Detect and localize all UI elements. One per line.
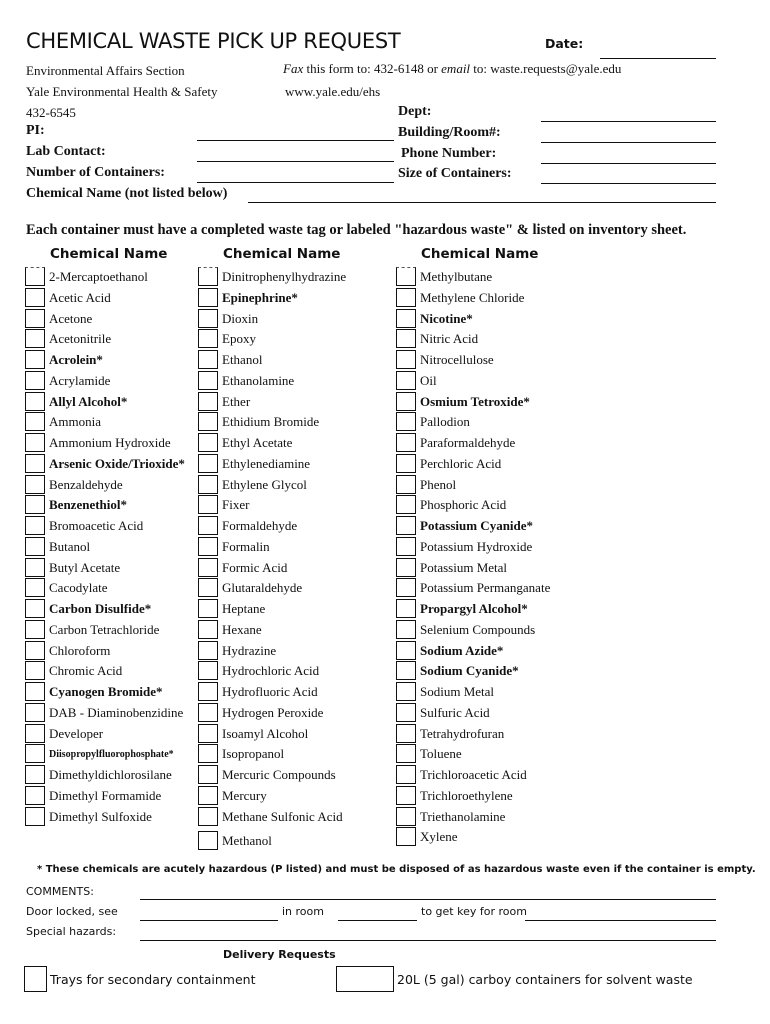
chemical-name: Ethidium Bromide [222, 414, 320, 430]
chemical-checkbox[interactable] [198, 620, 218, 639]
chemical-checkbox[interactable] [396, 641, 416, 660]
chemical-checkbox[interactable] [396, 661, 416, 680]
chemical-name: Bromoacetic Acid [49, 518, 144, 533]
chemical-name: Phosphoric Acid [420, 497, 507, 513]
chemical-name: Acetone [49, 310, 93, 326]
lab-contact-field[interactable] [197, 161, 394, 162]
chemical-name: Propargyl Alcohol* [420, 601, 528, 616]
num-containers-label: Number of Containers: [26, 165, 165, 180]
chemical-checkbox[interactable] [25, 578, 45, 597]
num-containers-field[interactable] [197, 182, 394, 183]
chemical-name: Trichloroethylene [420, 787, 513, 803]
chemical-name: Hydrogen Peroxide [222, 704, 324, 720]
chemical-checkbox[interactable] [25, 433, 45, 452]
chemical-checkbox[interactable] [396, 599, 416, 618]
chemical-checkbox[interactable] [25, 558, 45, 577]
lab-contact-label: Lab Contact: [26, 144, 106, 159]
chemical-checkbox[interactable] [25, 392, 45, 411]
chemical-name: Benzenethiol* [49, 497, 127, 513]
chemical-checkbox[interactable] [25, 703, 45, 722]
phone-number: 432-6545 [26, 105, 76, 120]
email-text: to: waste.requests@yale.edu [470, 61, 622, 76]
chemical-checkbox[interactable] [396, 350, 416, 369]
chemical-checkbox[interactable] [396, 682, 416, 701]
chemical-name: Chromic Acid [49, 663, 123, 679]
chemical-name: Mercuric Compounds [222, 767, 336, 782]
chemical-checkbox[interactable] [396, 371, 416, 390]
chemical-checkbox[interactable] [25, 620, 45, 639]
chemical-name: Potassium Hydroxide [420, 538, 533, 554]
chemical-checkbox[interactable] [396, 495, 416, 514]
chemical-checkbox[interactable] [25, 350, 45, 369]
chemical-name: Dimethyl Sulfoxide [49, 808, 152, 824]
chemical-checkbox[interactable] [198, 682, 218, 701]
chemical-checkbox[interactable] [25, 412, 45, 431]
chemical-name: Dinitrophenylhydrazine [222, 269, 347, 284]
chemical-checkbox[interactable] [25, 682, 45, 701]
chemical-checkbox[interactable] [198, 267, 218, 286]
chemical-name: Potassium Cyanide* [420, 518, 534, 533]
chemical-checkbox[interactable] [198, 537, 218, 556]
chemical-name: Cyanogen Bromide* [49, 684, 163, 699]
chemical-name: Carbon Tetrachloride [49, 621, 160, 637]
delivery-heading: Delivery Requests [223, 948, 336, 961]
special-hazards-field[interactable] [140, 940, 716, 941]
chemical-name: Sodium Metal [420, 684, 495, 699]
chemical-checkbox[interactable] [25, 288, 45, 307]
chemical-name: Butanol [49, 538, 91, 554]
chemical-checkbox[interactable] [198, 454, 218, 473]
pi-field[interactable] [197, 140, 394, 141]
chemical-name: Osmium Tetroxide* [420, 393, 530, 409]
chemical-name: Acetonitrile [49, 331, 112, 347]
chemical-name: Dimethyl Formamide [49, 787, 162, 803]
chemical-checkbox[interactable] [25, 537, 45, 556]
fax-word: Fax [283, 61, 304, 76]
chemical-checkbox[interactable] [198, 578, 218, 597]
chemical-checkbox[interactable] [25, 786, 45, 805]
size-containers-field[interactable] [541, 183, 716, 184]
in-room-label: in room [282, 905, 324, 918]
chemical-name: Methane Sulfonic Acid [222, 808, 343, 824]
chemical-checkbox[interactable] [396, 516, 416, 535]
instruction-text: Each container must have a completed waste tag or labeled "hazardous waste" & listed on inventory sheet. [26, 222, 687, 238]
chemical-name: Trichloroacetic Acid [420, 767, 527, 782]
chemical-name: Formalin [222, 538, 270, 554]
chemical-checkbox[interactable] [198, 288, 218, 307]
chemical-name: Nitric Acid [420, 331, 479, 347]
chemical-checkbox[interactable] [396, 475, 416, 494]
column-header-3: Chemical Name [421, 246, 539, 262]
chemical-checkbox[interactable] [198, 495, 218, 514]
chemical-name: Paraformaldehyde [420, 435, 516, 450]
chemical-checkbox[interactable] [396, 329, 416, 348]
trays-checkbox[interactable] [24, 966, 47, 992]
chemical-name: Diisopropylfluorophosphate* [49, 749, 174, 761]
chemical-checkbox[interactable] [396, 703, 416, 722]
chemical-checkbox[interactable] [396, 537, 416, 556]
chemical-name: Hexane [222, 621, 262, 637]
date-field[interactable] [600, 58, 716, 59]
comments-label: COMMENTS: [26, 885, 94, 898]
size-containers-label: Size of Containers: [398, 166, 512, 181]
chemical-name: Acetic Acid [49, 289, 111, 305]
footnote: * These chemicals are acutely hazardous (P listed) and must be disposed of as hazardous waste even if the container is empty. [37, 864, 756, 875]
chemical-name: Tetrahydrofuran [420, 725, 505, 741]
chemical-checkbox[interactable] [25, 744, 45, 763]
column-header-2: Chemical Name [223, 246, 341, 262]
chemical-name: Oil [420, 372, 437, 388]
chemical-checkbox[interactable] [198, 765, 218, 784]
chemical-checkbox[interactable] [198, 392, 218, 411]
chemical-checkbox[interactable] [25, 807, 45, 826]
get-key-field[interactable] [525, 920, 716, 921]
chemical-name: Ethylenediamine [222, 455, 311, 471]
phone-number-field[interactable] [541, 163, 716, 164]
fax-text: this form to: 432-6148 or [303, 61, 442, 76]
department-name: Yale Environmental Health & Safety [26, 84, 218, 99]
chemical-checkbox[interactable] [25, 724, 45, 743]
chemical-checkbox[interactable] [198, 329, 218, 348]
chemical-checkbox[interactable] [198, 807, 218, 826]
get-key-label: to get key for room [421, 905, 527, 918]
chemical-name: Methanol [222, 833, 272, 849]
chemical-name: Hydrochloric Acid [222, 663, 320, 679]
chemical-name: Ether [222, 393, 251, 409]
chemical-checkbox[interactable] [198, 724, 218, 743]
carboys-checkbox[interactable] [336, 966, 394, 992]
chemical-name: Nicotine* [420, 310, 473, 326]
chemical-name: Pallodion [420, 414, 470, 430]
chemical-checkbox[interactable] [25, 309, 45, 328]
chemical-checkbox[interactable] [396, 724, 416, 743]
chemical-name: Allyl Alcohol* [49, 393, 128, 409]
chemical-name: DAB - Diaminobenzidine [49, 704, 184, 720]
chemical-name: Potassium Permanganate [420, 580, 551, 596]
dept-label: Dept: [398, 104, 432, 119]
chemical-name: Methylbutane [420, 269, 493, 284]
chemical-name: Sulfuric Acid [420, 704, 490, 720]
chemical-checkbox[interactable] [25, 516, 45, 535]
chemical-name: Chloroform [49, 642, 111, 658]
chemical-name: Mercury [222, 787, 267, 803]
chemical-checkbox[interactable] [198, 475, 218, 494]
chemical-name: Isopropanol [222, 746, 285, 762]
chemical-name: Isoamyl Alcohol [222, 725, 309, 741]
chemical-name: Toluene [420, 746, 462, 762]
chemical-checkbox[interactable] [198, 350, 218, 369]
chemical-name: Ammonia [49, 414, 101, 430]
special-hazards-label: Special hazards: [26, 925, 117, 938]
chemical-checkbox[interactable] [198, 661, 218, 680]
chemical-checkbox[interactable] [198, 641, 218, 660]
chemical-name-other-label: Chemical Name (not listed below) [26, 186, 228, 201]
chemical-name: Dimethyldichlorosilane [49, 767, 172, 782]
chemical-checkbox[interactable] [396, 392, 416, 411]
chemical-checkbox[interactable] [396, 454, 416, 473]
pi-label: PI: [26, 123, 45, 138]
chemical-name: Methylene Chloride [420, 289, 525, 305]
chemical-checkbox[interactable] [198, 703, 218, 722]
website: www.yale.edu/ehs [285, 84, 381, 99]
chemical-checkbox[interactable] [396, 827, 416, 846]
door-locked-field[interactable] [140, 920, 278, 921]
chemical-name: Formic Acid [222, 559, 288, 575]
chemical-name: Phenol [420, 476, 457, 492]
chemical-checkbox[interactable] [396, 267, 416, 286]
building-room-field[interactable] [541, 142, 716, 143]
comments-field[interactable] [140, 899, 716, 900]
dept-field[interactable] [541, 121, 716, 122]
chemical-name-other-field[interactable] [248, 202, 716, 203]
chemical-name: Perchloric Acid [420, 455, 502, 471]
chemical-checkbox[interactable] [25, 641, 45, 660]
chemical-checkbox[interactable] [396, 744, 416, 763]
chemical-name: Xylene [420, 829, 458, 845]
chemical-name: 2-Mercaptoethanol [49, 269, 148, 284]
chemical-checkbox[interactable] [396, 412, 416, 431]
chemical-name: Heptane [222, 601, 266, 616]
chemical-name: Sodium Cyanide* [420, 663, 519, 679]
chemical-checkbox[interactable] [396, 433, 416, 452]
door-locked-label: Door locked, see [26, 905, 118, 918]
chemical-checkbox[interactable] [198, 433, 218, 452]
chemical-checkbox[interactable] [198, 371, 218, 390]
chemical-name: Carbon Disulfide* [49, 601, 152, 616]
chemical-checkbox[interactable] [198, 599, 218, 618]
chemical-checkbox[interactable] [396, 309, 416, 328]
carboys-label: 20L (5 gal) carboy containers for solvent waste [397, 972, 693, 987]
chemical-name: Butyl Acetate [49, 559, 121, 575]
chemical-checkbox[interactable] [396, 807, 416, 826]
chemical-name: Hydrofluoric Acid [222, 684, 318, 699]
chemical-checkbox[interactable] [25, 765, 45, 784]
in-room-field[interactable] [338, 920, 417, 921]
chemical-name: Acrolein* [49, 352, 103, 367]
chemical-checkbox[interactable] [25, 329, 45, 348]
chemical-name: Epoxy [222, 331, 256, 347]
chemical-name: Ethylene Glycol [222, 476, 307, 492]
chemical-name: Arsenic Oxide/Trioxide* [49, 455, 185, 471]
chemical-name: Nitrocellulose [420, 352, 494, 367]
section-name: Environmental Affairs Section [26, 63, 185, 78]
chemical-name: Acrylamide [49, 372, 111, 388]
chemical-checkbox[interactable] [198, 831, 218, 850]
chemical-name: Ethanolamine [222, 372, 295, 388]
chemical-name: Developer [49, 725, 104, 741]
column-header-1: Chemical Name [50, 246, 168, 262]
chemical-checkbox[interactable] [25, 495, 45, 514]
trays-label: Trays for secondary containment [50, 972, 256, 987]
chemical-name: Dioxin [222, 310, 259, 326]
chemical-name: Triethanolamine [420, 808, 506, 824]
chemical-name: Potassium Metal [420, 559, 508, 575]
email-word: email [441, 61, 471, 76]
chemical-checkbox[interactable] [396, 765, 416, 784]
chemical-name: Ammonium Hydroxide [49, 435, 171, 450]
chemical-checkbox[interactable] [396, 620, 416, 639]
fax-instructions [283, 61, 621, 77]
chemical-checkbox[interactable] [396, 786, 416, 805]
chemical-checkbox[interactable] [198, 558, 218, 577]
chemical-checkbox[interactable] [198, 309, 218, 328]
date-label: Date: [545, 36, 584, 51]
chemical-checkbox[interactable] [198, 412, 218, 431]
chemical-name: Ethyl Acetate [222, 435, 293, 450]
chemical-checkbox[interactable] [396, 578, 416, 597]
building-room-label: Building/Room#: [398, 125, 501, 140]
chemical-name: Hydrazine [222, 642, 277, 658]
chemical-checkbox[interactable] [25, 661, 45, 680]
chemical-name: Fixer [222, 497, 250, 513]
chemical-checkbox[interactable] [198, 744, 218, 763]
chemical-checkbox[interactable] [25, 267, 45, 286]
chemical-checkbox[interactable] [25, 475, 45, 494]
chemical-name: Formaldehyde [222, 518, 298, 533]
chemical-checkbox[interactable] [25, 371, 45, 390]
phone-number-label: Phone Number: [401, 146, 497, 161]
chemical-name: Cacodylate [49, 580, 108, 596]
chemical-checkbox[interactable] [396, 558, 416, 577]
chemical-checkbox[interactable] [25, 599, 45, 618]
chemical-name: Glutaraldehyde [222, 580, 303, 596]
chemical-name: Epinephrine* [222, 289, 298, 305]
page-title: CHEMICAL WASTE PICK UP REQUEST [26, 29, 401, 53]
chemical-checkbox[interactable] [198, 516, 218, 535]
chemical-checkbox[interactable] [198, 786, 218, 805]
chemical-name: Sodium Azide* [420, 642, 504, 658]
chemical-name: Ethanol [222, 352, 263, 367]
chemical-checkbox[interactable] [396, 288, 416, 307]
chemical-name: Selenium Compounds [420, 621, 536, 637]
chemical-name: Benzaldehyde [49, 476, 123, 492]
chemical-checkbox[interactable] [25, 454, 45, 473]
